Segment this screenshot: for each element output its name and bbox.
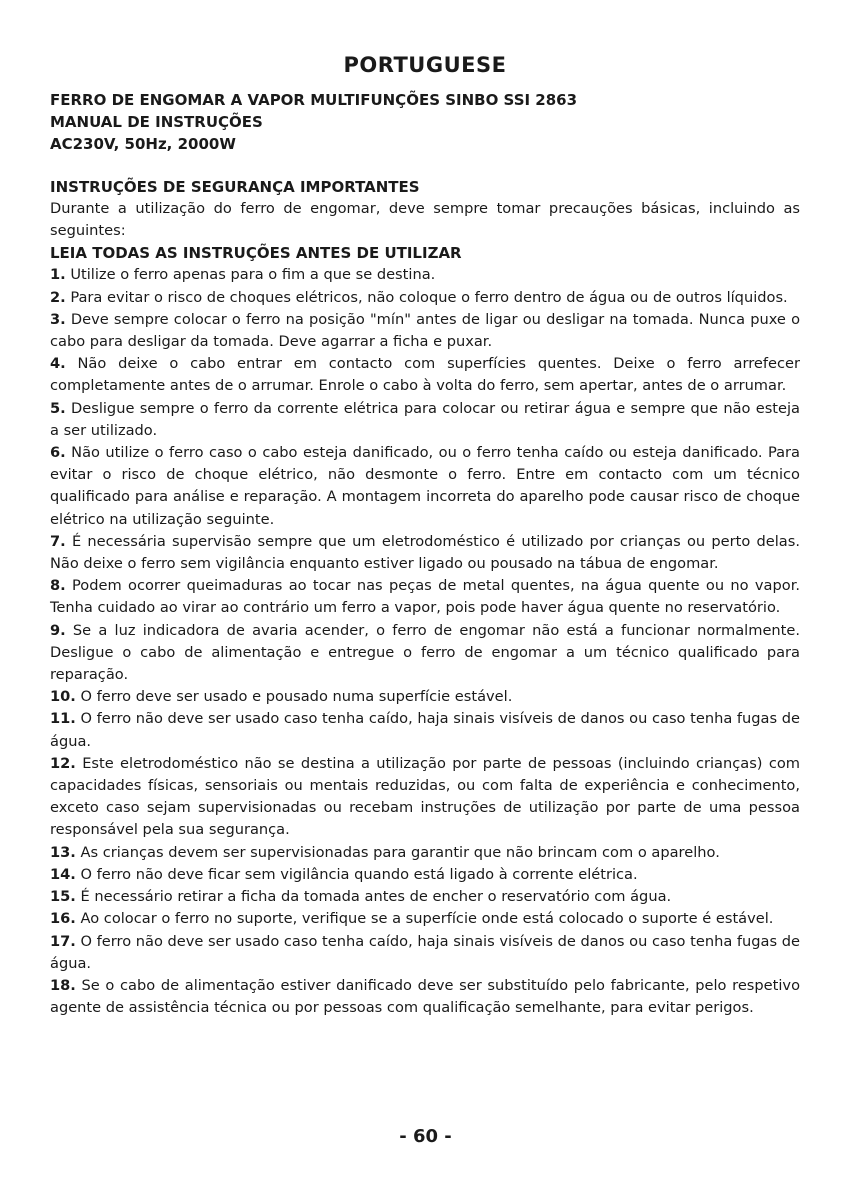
item-number: 18.	[50, 976, 76, 994]
list-item	[50, 908, 800, 930]
item-number: 15.	[50, 888, 76, 906]
list-item	[50, 398, 800, 442]
item-text: Se o cabo de alimentação estiver danificado deve ser substituído pelo fabricante, pelo respetivo agente de assistência técnica ou por pessoas com qualificação semelhante, para evitar perigos.	[50, 976, 800, 1017]
item-number: 12.	[50, 754, 76, 772]
item-number: 8.	[50, 577, 66, 595]
item-text: O ferro não deve ser usado caso tenha caído, haja sinais visíveis de danos ou caso tenha fugas de água.	[50, 932, 800, 972]
item-number: 9.	[50, 621, 66, 639]
item-number: 2.	[50, 288, 66, 306]
item-text: Deve sempre colocar o ferro na posição "mín" antes de ligar ou desligar na tomada. Nunca puxe o cabo para desligar da tomada. Deve agarrar a ficha e puxar.	[50, 310, 800, 351]
item-number: 3.	[50, 310, 66, 328]
product-title: FERRO DE ENGOMAR A VAPOR MULTIFUNÇÕES SINBO SSI 2863	[50, 91, 578, 109]
item-text: O ferro não deve ficar sem vigilância quando está ligado à corrente elétrica.	[80, 865, 638, 883]
list-item	[50, 886, 800, 908]
item-text: Não deixe o cabo entrar em contacto com superfícies quentes. Deixe o ferro arrefecer completamente antes de o arrumar. Enrole o cabo à volta do ferro, sem apertar, antes de o arrumar.	[50, 355, 801, 395]
item-number: 10.	[50, 688, 76, 706]
item-text: As crianças devem ser supervisionadas para garantir que não brincam com o aparelho.	[80, 843, 720, 861]
item-text: Utilize o ferro apenas para o fim a que se destina.	[70, 266, 436, 284]
safety-list	[50, 264, 800, 1019]
list-item	[50, 708, 800, 752]
item-number: 17.	[50, 932, 76, 950]
language-title: PORTUGUESE	[343, 53, 507, 77]
safety-title: INSTRUÇÕES DE SEGURANÇA IMPORTANTES	[50, 178, 420, 196]
manual-page	[50, 52, 800, 1019]
list-item	[50, 264, 800, 286]
item-text: Podem ocorrer queimaduras ao tocar nas peças de metal quentes, na água quente ou no vapor. Tenha cuidado ao virar ao contrário um ferro a vapor, pois pode haver água quente no reservatório.	[50, 577, 800, 617]
item-text: Este eletrodoméstico não se destina a utilização por parte de pessoas (incluindo crianças) com capacidades físicas, sensoriais ou mentais reduzidas, ou com falta de experiência e conhecimento, exceto caso sejam supervisionadas ou recebam instruções de utilização por parte de uma pessoa responsável pela sua segurança.	[50, 754, 801, 839]
list-item	[50, 686, 800, 708]
item-number: 4.	[50, 355, 66, 373]
list-item	[50, 842, 800, 864]
list-item	[50, 864, 800, 886]
item-text: Para evitar o risco de choques elétricos, não coloque o ferro dentro de água ou de outros líquidos.	[70, 288, 788, 306]
item-text: O ferro deve ser usado e pousado numa superfície estável.	[80, 688, 513, 706]
item-number: 11.	[50, 710, 76, 728]
item-text: Ao colocar o ferro no suporte, verifique se a superfície onde está colocado o suporte é estável.	[80, 910, 774, 928]
item-text: É necessária supervisão sempre que um eletrodoméstico é utilizado por crianças ou perto delas. Não deixe o ferro sem vigilância enquanto estiver ligado ou pousado na tábua de engomar.	[50, 532, 800, 573]
list-item	[50, 353, 800, 397]
item-text: Desligue sempre o ferro da corrente elétrica para colocar ou retirar água e sempre que não esteja a ser utilizado.	[50, 399, 801, 439]
item-text: Se a luz indicadora de avaria acender, o ferro de engomar não está a funcionar normalmente. Desligue o cabo de alimentação e entregue o ferro de engomar a um técnico qualificado para reparação.	[50, 621, 801, 684]
list-item	[50, 931, 800, 975]
item-number: 5.	[50, 399, 66, 417]
list-item	[50, 753, 800, 842]
list-item	[50, 442, 800, 531]
item-number: 13.	[50, 843, 76, 861]
list-item	[50, 575, 800, 619]
item-text: O ferro não deve ser usado caso tenha caído, haja sinais visíveis de danos ou caso tenha fugas de água.	[50, 710, 800, 750]
list-item	[50, 531, 800, 575]
item-number: 14.	[50, 865, 76, 883]
power-spec: AC230V, 50Hz, 2000W	[50, 135, 236, 153]
list-item	[50, 309, 800, 353]
list-item	[50, 287, 800, 309]
item-number: 16.	[50, 910, 76, 928]
section-spacer	[50, 155, 800, 176]
item-text: Não utilize o ferro caso o cabo esteja danificado, ou o ferro tenha caído ou esteja danificado. Para evitar o risco de choque elétrico, não desmonte o ferro. Entre em contacto com um técnico qualificado para análise e reparação. A montagem incorreta do aparelho pode causar risco de choque elétrico na utilização seguinte.	[50, 444, 800, 528]
item-number: 7.	[50, 532, 66, 550]
list-item	[50, 620, 800, 687]
item-number: 1.	[50, 266, 66, 284]
manual-title: MANUAL DE INSTRUÇÕES	[50, 113, 263, 131]
item-text: É necessário retirar a ficha da tomada antes de encher o reservatório com água.	[80, 888, 672, 906]
safety-intro: Durante a utilização do ferro de engomar, deve sempre tomar precauções básicas, incluindo as seguintes:	[50, 200, 800, 240]
list-item	[50, 975, 800, 1019]
read-all-heading: LEIA TODAS AS INSTRUÇÕES ANTES DE UTILIZAR	[50, 244, 462, 263]
page-number: - 60 -	[399, 1126, 452, 1147]
item-number: 6.	[50, 444, 66, 462]
